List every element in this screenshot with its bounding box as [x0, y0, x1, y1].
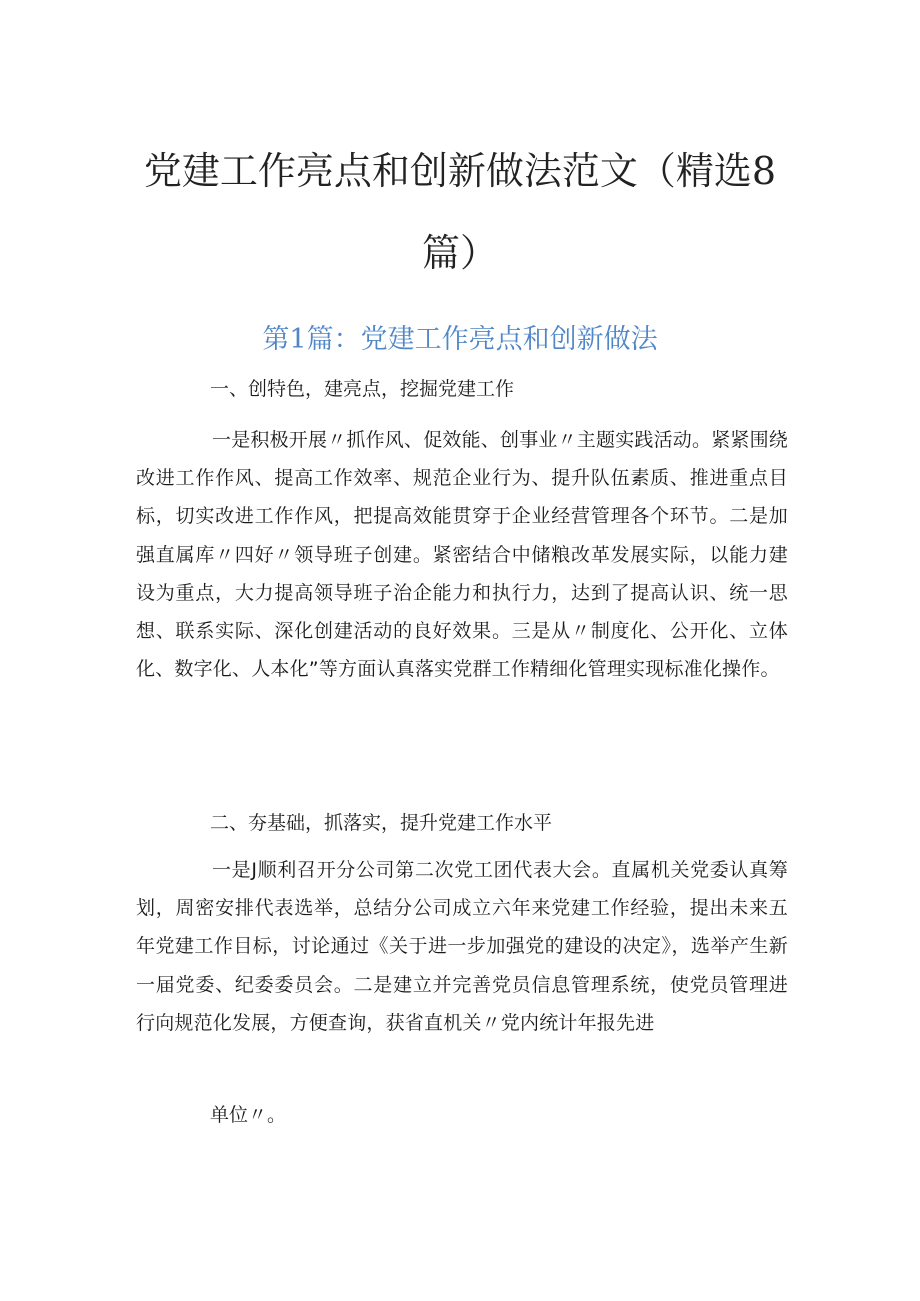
subheading-two: 二、夯基础，抓落实，提升党建工作水平 [210, 812, 553, 834]
section-heading: 第1篇：党建工作亮点和创新做法 [262, 324, 658, 355]
document-title-continuation: 篇） [421, 231, 498, 275]
paragraph-two: 一是J顺利召开分公司第二次党工团代表大会。直属机关党委认真筹划，周密安排代表选举，总结分公司成立六年来党建工作经验，提出未来五年党建工作目标，讨论通过《关于进一步加强党的建设的决定》，选举产生新一届党委、纪委委员会。二是建立并完善党员信息管理系统，使党员管理进行向规范化发展，方便查询，获省直机关〃党内统计年报先进 [136, 859, 788, 1034]
subheading-one: 一、创特色，建亮点，挖掘党建工作 [210, 378, 515, 400]
paragraph-one: 一是积极开展〃抓作风、促效能、创事业〃主题实践活动。紧紧围绕改进工作作风、提高工作效率、规范企业行为、提升队伍素质、推进重点目标，切实改进工作作风，把提高效能贯穿于企业经营管理各个环节。二是加强直属库〃四好〃领导班子创建。紧密结合中储粮改革发展实际，以能力建设为重点，大力提高领导班子治企能力和执行力，达到了提高认识、统一思想、联系实际、深化创建活动的良好效果。三是从〃制度化、公开化、立体化、数字化、人本化”等方面认真落实党群工作精细化管理实现标准化操作。 [136, 429, 789, 681]
document-title: 党建工作亮点和创新做法范文（精选8 [143, 149, 777, 193]
paragraph-two-tail: 单位〃。 [210, 1104, 287, 1126]
